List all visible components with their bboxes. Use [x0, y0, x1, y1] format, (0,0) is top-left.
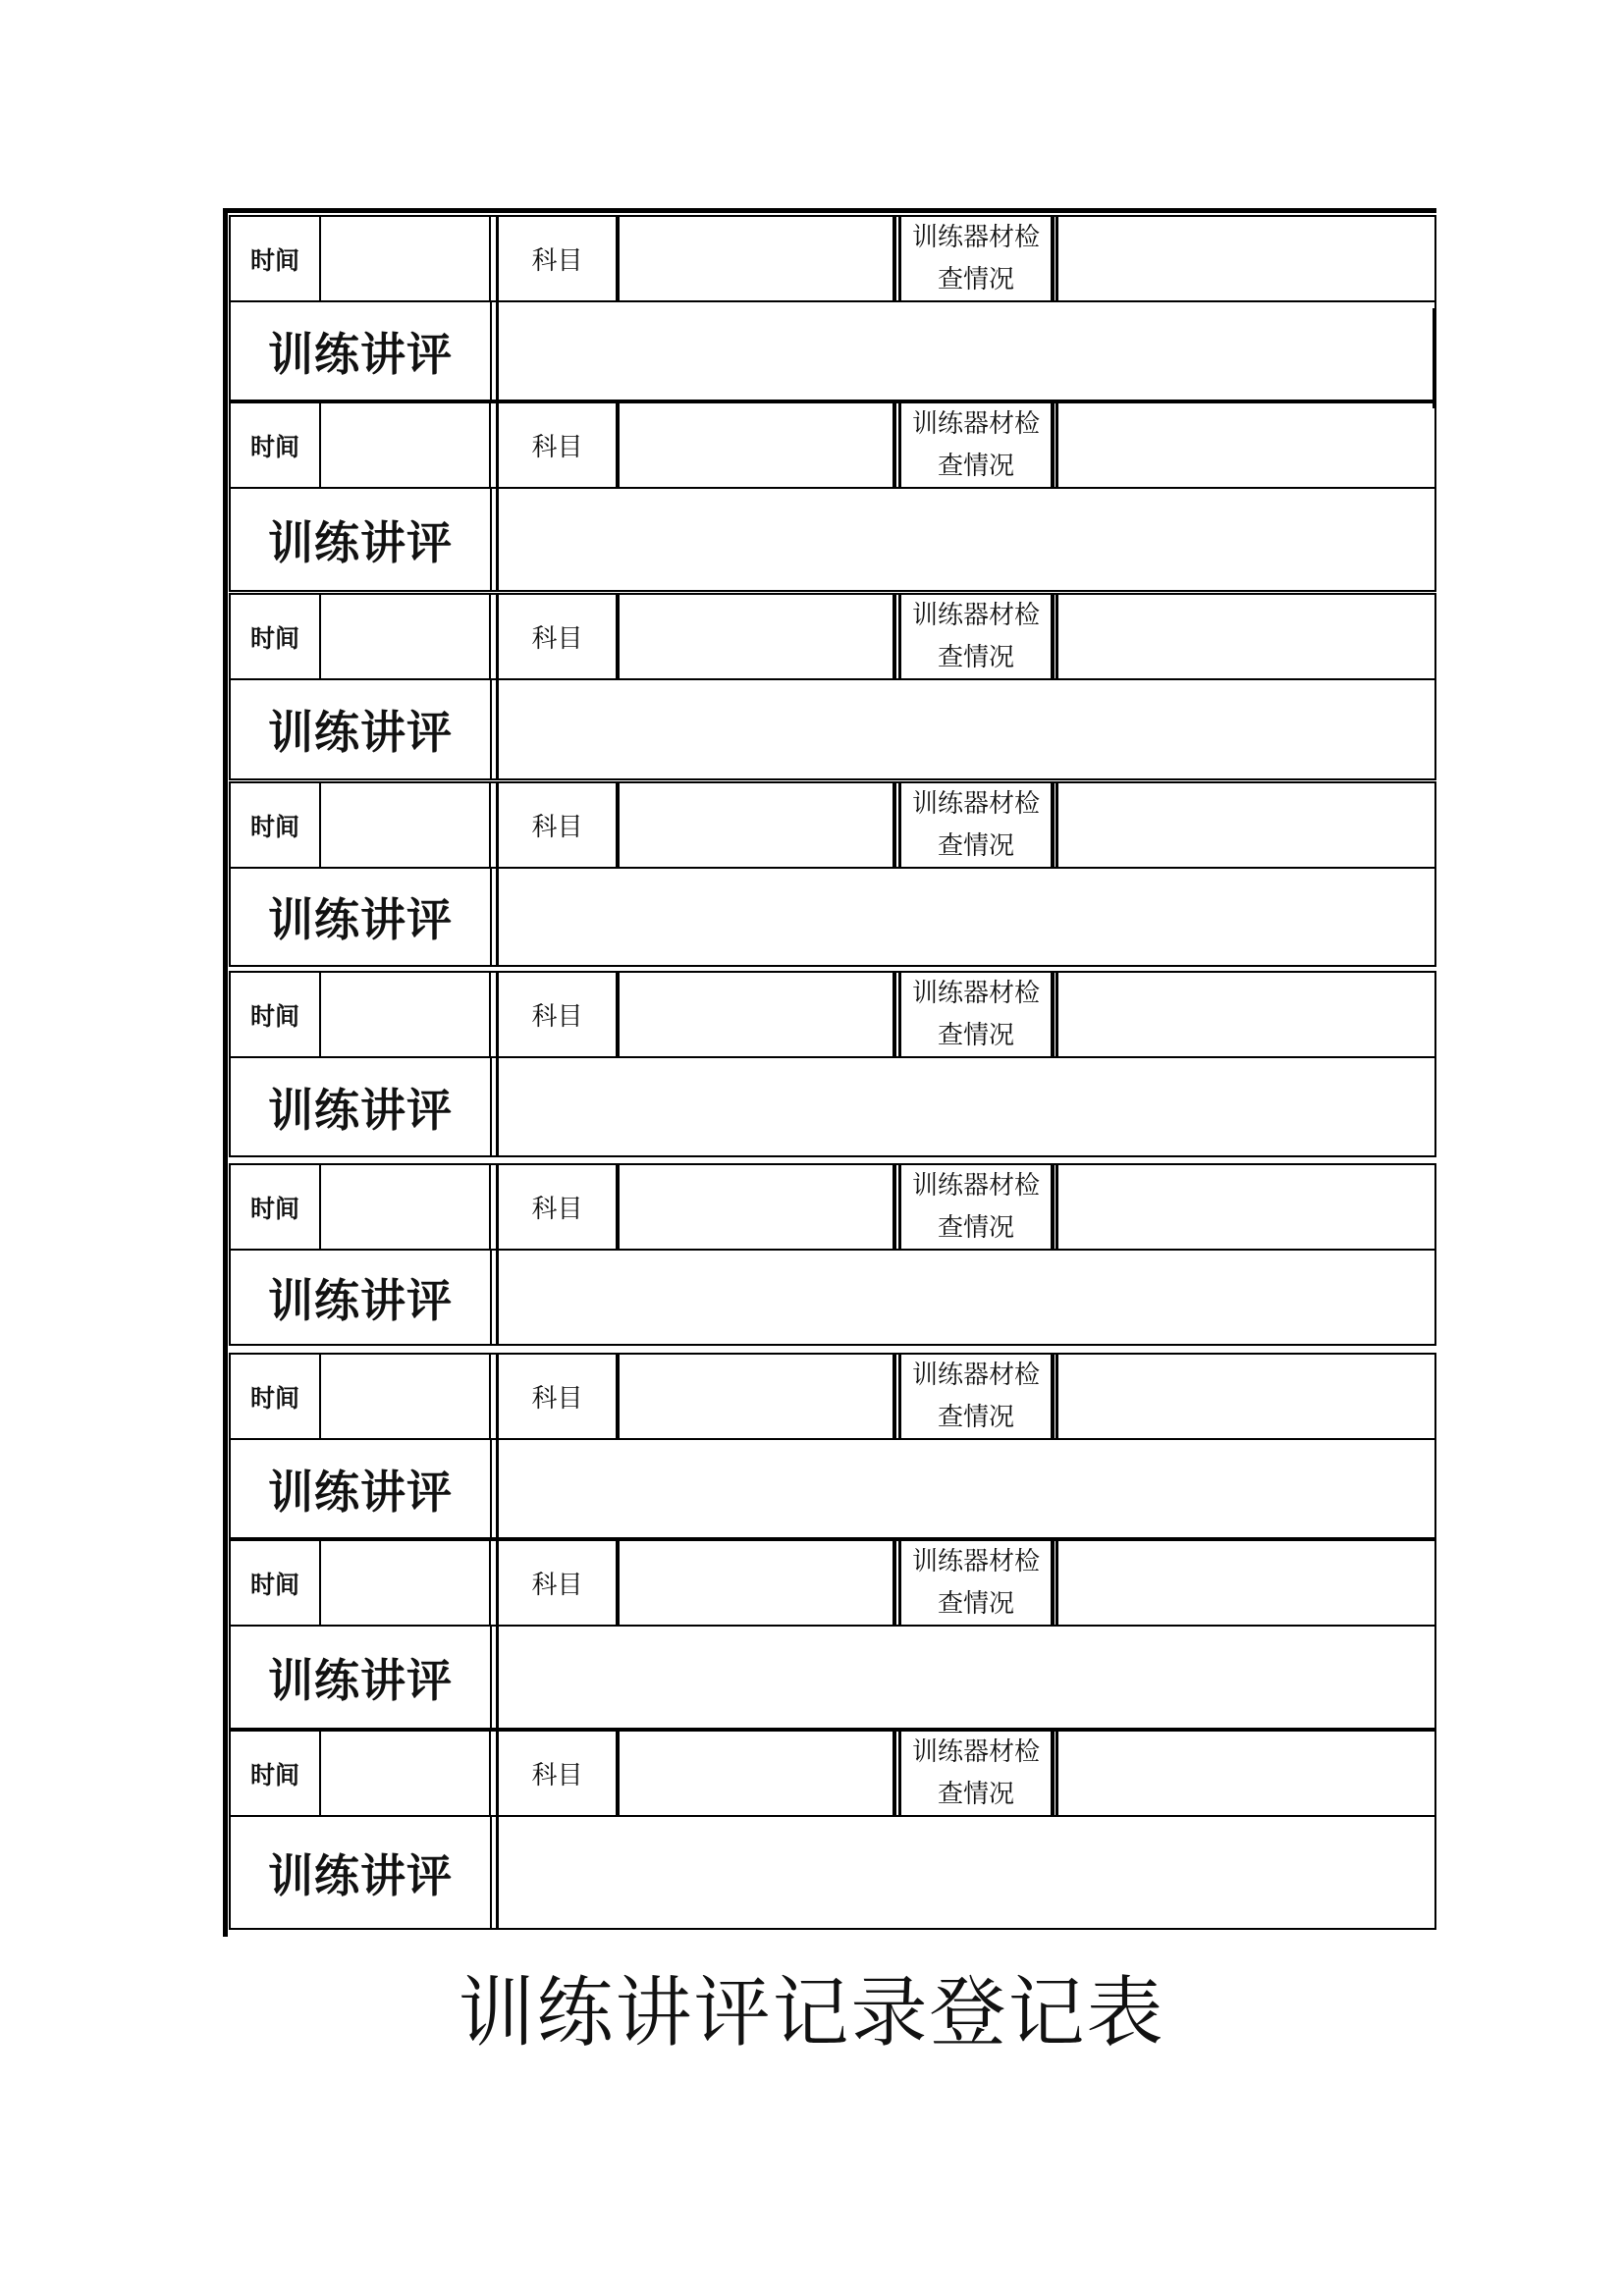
- equipment-check-value-cell[interactable]: [1058, 1541, 1434, 1625]
- column-divider: [1051, 403, 1055, 487]
- review-value-cell[interactable]: [500, 1440, 1434, 1537]
- review-label-text: 训练讲评: [268, 1273, 453, 1327]
- equipment-check-value-cell[interactable]: [1058, 783, 1434, 867]
- subject-label-cell: [499, 1732, 616, 1815]
- subject-label-cell-text: 科目: [531, 1002, 583, 1032]
- column-divider: [893, 1732, 896, 1815]
- subject-label-cell-text: 科目: [531, 1761, 583, 1790]
- column-divider: [1051, 217, 1055, 300]
- table-left-rule: [223, 208, 228, 1937]
- column-divider: [893, 1541, 896, 1625]
- column-divider: [490, 869, 492, 965]
- subject-label-cell: [499, 783, 616, 867]
- review-label-text: 训练讲评: [268, 1465, 453, 1519]
- review-value-cell[interactable]: [500, 1627, 1434, 1728]
- record-review-row: [229, 489, 1436, 592]
- column-divider: [1051, 783, 1055, 867]
- equipment-check-value-cell[interactable]: [1058, 973, 1434, 1056]
- equipment-check-label-cell-text: 训练器材检查情况: [911, 600, 1040, 672]
- subject-value-cell[interactable]: [620, 1165, 893, 1249]
- equipment-check-value-cell[interactable]: [1058, 403, 1434, 487]
- column-divider: [489, 403, 491, 487]
- equipment-check-label-cell-text: 训练器材检查情况: [911, 1546, 1040, 1619]
- column-divider: [490, 1627, 492, 1728]
- subject-label-cell: [499, 217, 616, 300]
- time-label-cell-text: 时间: [249, 1760, 299, 1789]
- equipment-check-label-cell: [901, 1732, 1051, 1815]
- column-divider: [893, 403, 896, 487]
- time-label-cell: [231, 1165, 319, 1249]
- time-value-cell[interactable]: [321, 1541, 489, 1625]
- review-label-text: 训练讲评: [268, 515, 453, 569]
- review-label-cell: [231, 869, 490, 965]
- column-divider: [489, 217, 491, 300]
- review-value-cell[interactable]: [500, 302, 1434, 400]
- record-info-row: [229, 1539, 1436, 1627]
- equipment-check-value-cell[interactable]: [1058, 217, 1434, 300]
- subject-label-cell: [499, 595, 616, 678]
- subject-label-cell-text: 科目: [531, 1571, 583, 1600]
- review-label-text: 训练讲评: [268, 1848, 453, 1902]
- equipment-check-label-cell: [901, 1541, 1051, 1625]
- record-review-row: [229, 1058, 1436, 1157]
- review-label-text: 训练讲评: [268, 327, 453, 381]
- review-value-cell[interactable]: [500, 489, 1434, 590]
- review-value-cell[interactable]: [500, 1058, 1434, 1155]
- record-info-row: [229, 401, 1436, 489]
- record-review-row: [229, 1440, 1436, 1539]
- equipment-check-value-cell[interactable]: [1058, 595, 1434, 678]
- time-label-cell: [231, 1355, 319, 1438]
- column-divider: [496, 869, 499, 965]
- time-label-cell: [231, 403, 319, 487]
- subject-label-cell: [499, 973, 616, 1056]
- time-label-cell-text: 时间: [249, 1570, 299, 1599]
- time-label-cell-text: 时间: [249, 1383, 299, 1413]
- subject-value-cell[interactable]: [620, 217, 893, 300]
- subject-label-cell: [499, 1541, 616, 1625]
- review-label-text: 训练讲评: [268, 706, 453, 759]
- subject-label-cell: [499, 1165, 616, 1249]
- time-value-cell[interactable]: [321, 783, 489, 867]
- time-label-cell-text: 时间: [249, 245, 299, 275]
- review-label-cell: [231, 1817, 490, 1928]
- record-review-row: [229, 1817, 1436, 1930]
- column-divider: [489, 1732, 491, 1815]
- subject-value-cell[interactable]: [620, 1541, 893, 1625]
- record-info-row: [229, 215, 1436, 302]
- column-divider: [496, 680, 499, 778]
- review-label-cell: [231, 1440, 490, 1537]
- column-divider: [893, 595, 896, 678]
- review-label-text: 训练讲评: [268, 1653, 453, 1707]
- subject-label-cell: [499, 1355, 616, 1438]
- column-divider: [490, 1251, 492, 1344]
- record-info-row: [229, 1163, 1436, 1251]
- column-divider: [1051, 1355, 1055, 1438]
- subject-value-cell[interactable]: [620, 595, 893, 678]
- time-label-cell: [231, 973, 319, 1056]
- column-divider: [496, 302, 499, 400]
- column-divider: [1051, 1732, 1055, 1815]
- equipment-check-label-cell-text: 训练器材检查情况: [911, 978, 1040, 1050]
- column-divider: [489, 1165, 491, 1249]
- time-value-cell[interactable]: [321, 1355, 489, 1438]
- column-divider: [489, 595, 491, 678]
- column-divider: [496, 1817, 499, 1928]
- equipment-check-value-cell[interactable]: [1058, 1165, 1434, 1249]
- time-label-cell: [231, 783, 319, 867]
- time-label-cell-text: 时间: [249, 1001, 299, 1031]
- time-label-cell-text: 时间: [249, 623, 299, 653]
- subject-label-cell: [499, 403, 616, 487]
- record-info-row: [229, 593, 1436, 680]
- record-info-row: [229, 1730, 1436, 1817]
- subject-label-cell-text: 科目: [531, 1195, 583, 1224]
- review-label-cell: [231, 1058, 490, 1155]
- column-divider: [893, 217, 896, 300]
- column-divider: [496, 1440, 499, 1537]
- equipment-check-label-cell: [901, 403, 1051, 487]
- review-label-cell: [231, 680, 490, 778]
- subject-value-cell[interactable]: [620, 973, 893, 1056]
- record-review-row: [229, 1251, 1436, 1346]
- subject-label-cell-text: 科目: [531, 433, 583, 462]
- time-label-cell-text: 时间: [249, 432, 299, 461]
- equipment-check-label-cell-text: 训练器材检查情况: [911, 788, 1040, 861]
- review-label-cell: [231, 1251, 490, 1344]
- record-review-row: [229, 869, 1436, 967]
- review-label-cell: [231, 302, 490, 400]
- equipment-check-label-cell-text: 训练器材检查情况: [911, 222, 1040, 294]
- time-value-cell[interactable]: [321, 595, 489, 678]
- review-label-text: 训练讲评: [268, 1083, 453, 1137]
- column-divider: [490, 1058, 492, 1155]
- column-divider: [490, 1440, 492, 1537]
- equipment-check-label-cell-text: 训练器材检查情况: [911, 1360, 1040, 1432]
- time-value-cell[interactable]: [321, 973, 489, 1056]
- review-value-cell[interactable]: [500, 1251, 1434, 1344]
- subject-label-cell-text: 科目: [531, 624, 583, 654]
- column-divider: [490, 680, 492, 778]
- column-divider: [1051, 1165, 1055, 1249]
- time-value-cell[interactable]: [321, 217, 489, 300]
- review-value-cell[interactable]: [500, 680, 1434, 778]
- column-divider: [893, 783, 896, 867]
- column-divider: [893, 1355, 896, 1438]
- equipment-check-value-cell[interactable]: [1058, 1355, 1434, 1438]
- equipment-check-label-cell: [901, 217, 1051, 300]
- column-divider: [496, 489, 499, 590]
- column-divider: [1051, 1541, 1055, 1625]
- column-divider: [489, 1541, 491, 1625]
- column-divider: [893, 1165, 896, 1249]
- time-label-cell-text: 时间: [249, 812, 299, 841]
- time-label-cell: [231, 1732, 319, 1815]
- equipment-check-label-cell-text: 训练器材检查情况: [911, 408, 1040, 481]
- review-label-cell: [231, 1627, 490, 1728]
- record-info-row: [229, 1353, 1436, 1440]
- column-divider: [490, 302, 492, 400]
- time-label-cell-text: 时间: [249, 1194, 299, 1223]
- equipment-check-label-cell: [901, 973, 1051, 1056]
- subject-value-cell[interactable]: [620, 1732, 893, 1815]
- review-value-cell[interactable]: [500, 1817, 1434, 1928]
- review-value-cell[interactable]: [500, 869, 1434, 965]
- column-divider: [490, 1817, 492, 1928]
- equipment-check-label-cell-text: 训练器材检查情况: [911, 1736, 1040, 1809]
- column-divider: [489, 783, 491, 867]
- record-review-row: [229, 680, 1436, 780]
- record-review-row: [229, 1627, 1436, 1730]
- subject-value-cell[interactable]: [620, 403, 893, 487]
- time-value-cell[interactable]: [321, 1165, 489, 1249]
- column-divider: [489, 1355, 491, 1438]
- subject-label-cell-text: 科目: [531, 813, 583, 842]
- subject-label-cell-text: 科目: [531, 246, 583, 276]
- table-top-rule: [223, 208, 1436, 213]
- column-divider: [1051, 595, 1055, 678]
- subject-value-cell[interactable]: [620, 1355, 893, 1438]
- equipment-check-value-cell[interactable]: [1058, 1732, 1434, 1815]
- subject-label-cell-text: 科目: [531, 1384, 583, 1414]
- time-label-cell: [231, 595, 319, 678]
- equipment-check-label-cell: [901, 595, 1051, 678]
- column-divider: [893, 973, 896, 1056]
- column-divider: [496, 1251, 499, 1344]
- time-label-cell: [231, 1541, 319, 1625]
- record-info-row: [229, 781, 1436, 869]
- document-title: 训练讲评记录登记表: [458, 1969, 1165, 2057]
- column-divider: [490, 489, 492, 590]
- review-label-cell: [231, 489, 490, 590]
- equipment-check-label-cell: [901, 1165, 1051, 1249]
- equipment-check-label-cell-text: 训练器材检查情况: [911, 1170, 1040, 1243]
- time-value-cell[interactable]: [321, 1732, 489, 1815]
- column-divider: [496, 1627, 499, 1728]
- time-value-cell[interactable]: [321, 403, 489, 487]
- time-label-cell: [231, 217, 319, 300]
- column-divider: [489, 973, 491, 1056]
- subject-value-cell[interactable]: [620, 783, 893, 867]
- record-info-row: [229, 971, 1436, 1058]
- column-divider: [496, 1058, 499, 1155]
- review-label-text: 训练讲评: [268, 893, 453, 946]
- record-review-row: [229, 302, 1436, 401]
- equipment-check-label-cell: [901, 783, 1051, 867]
- equipment-check-label-cell: [901, 1355, 1051, 1438]
- column-divider: [1051, 973, 1055, 1056]
